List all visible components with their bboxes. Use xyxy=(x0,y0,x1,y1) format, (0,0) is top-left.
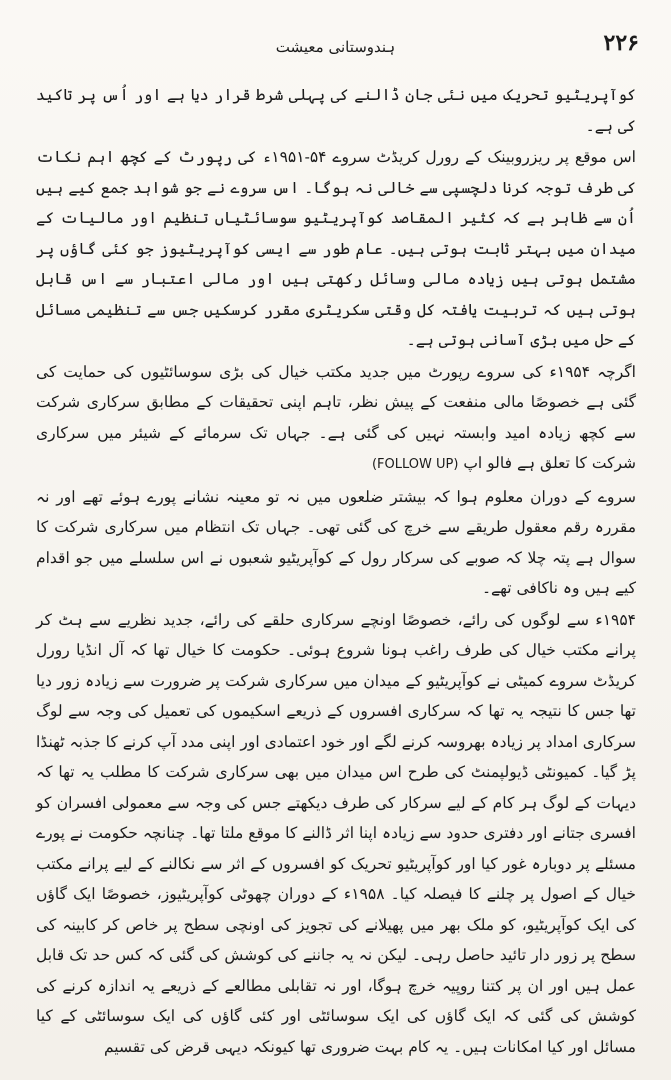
follow-up-term: (FOLLOW UP) xyxy=(371,457,459,472)
running-header: ہندوستانی معیشت xyxy=(275,38,396,56)
paragraph: اس موقع پر ریزروبینک کے رورل کریڈٹ سروے ۵۴-۱۹۵۱ء کی رپورٹ کے کچھ اہم نکات کی طرف توجہ کرنا دلچسپی سے خالی نہ ہوگا۔ اس سروے نے جو شواہد جمع کیے ہیں اُن سے ظاہر ہے کہ کثیر المقاصد کوآپریٹیو سوسائٹیاں تنظیم اور مالیات کے میدان میں بہتر ثابت ہوتی ہیں۔ عام طور سے ایسی کوآپریٹیوز جو کئی گاؤں پر مشتمل ہوتی ہیں زیادہ مالی وسائل رکھتی ہیں اور مالی اعتبار سے اس قابل ہوتی ہیں کہ تربیت یافتہ کل وقتی سکریٹری مقرر کرسکیں جس سے تنظیمی مسائل کے حل میں بڑی آسانی ہوتی ہے۔ xyxy=(36,148,636,349)
paragraph: ۱۹۵۴ء سے لوگوں کی رائے، خصوصًا اونچے سرکاری حلقے کی رائے، جدید نظریے سے ہٹ کر پرانے مکتب خیال کی طرف راغب ہونا شروع ہوئی۔ حکومت کا خیال تھا کہ آل انڈیا رورل کریڈٹ سروے کمیٹی نے کوآپریٹیو کے میدان میں سرکاری شرکت پر ضرورت سے زیادہ زور دیا تھا جس کا نتیجہ یہ تھا کہ سرکاری افسروں کے ذریعے اسکیموں کی تعمیل کی وجہ سے لوگ سرکاری امداد پر زیادہ بھروسہ کرنے لگے اور خود اعتمادی اور اپنی مدد آپ کرنے کا جذبہ ٹھنڈا پڑ گیا۔ کمیونٹی ڈیولپمنٹ کی طرح اس میدان میں بھی سرکاری شرکت کا مطلب یہ تھا کہ دیہات کے لوگ ہر کام کے لیے سرکار کی طرف دیکھتے جس کی وجہ سے معمولی افسران کو افسری جتانے اور دفتری حدود سے زیادہ اپنا اثر ڈالنے کا موقع ملتا تھا۔ چنانچہ حکومت نے پورے مسئلے پر دوبارہ غور کیا اور کوآپریٹیو تحریک کو افسروں کے اثر سے نکالنے کے لیے پرانے مکتب خیال کے اصول پر چلنے کا فیصلہ کیا۔ ۱۹۵۸ء کے دوران چھوٹی کوآپریٹیوز، خصوصًا ایک گاؤں کی ایک کوآپریٹیو، کو ملک بھر میں پھیلانے کی تجویز کی اونچی سطح پر خاص کر کابینہ کی سطح پر زور دار تائید حاصل رہی۔ لیکن نہ یہ جاننے کی کوشش کی گئی کہ کس حد تک قابل عمل ہیں اور ان پر کتنا روپیہ خرچ ہوگا، اور نہ تقابلی مطالعے کے ذریعے یہ اندازہ کرنے کی کوشش کی گئی کہ ایک گاؤں کی ایک سوسائٹی اور کئی گاؤں کی ایک سوسائٹی کے کیا مسائل اور کیا امکانات ہیں۔ یہ کام بہت ضروری تھا کیونکہ دیہی قرض کی تقسیم xyxy=(36,610,636,1056)
paragraph: کوآپریٹیو تحریک میں نئی جان ڈالنے کی پہلی شرط قرار دیا ہے اور اُس پر تاکید کی ہے۔ xyxy=(36,86,636,135)
body-text xyxy=(36,80,636,1062)
paragraph: سروے کے دوران معلوم ہوا کہ بیشتر ضلعوں میں نہ تو معینہ نشانے پورے ہوئے تھے اور نہ مقررہ رقم معقول طریقے سے خرچ کی گئی تھی۔ جہاں تک انتظام میں سرکاری شرکت کا سوال ہے پتہ چلا کہ صوبے کی سرکار رول کے کوآپریٹیو شعبوں نے اس سلسلے میں جو اقدام کیے ہیں وہ ناکافی تھے۔ xyxy=(36,487,636,597)
paragraph xyxy=(36,357,636,481)
page-number: ۲۲۶ xyxy=(603,30,639,56)
paragraph-text: اگرچہ ۱۹۵۴ء کی سروے رپورٹ میں جدید مکتب خیال کی بڑی سوسائٹیوں کی حمایت کی گئی ہے خصوصًا مالی منفعت کے پیش نظر، تاہم اپنی تحقیقات کے مطابق سرکاری شرکت سے کچھ زیادہ امید وابستہ نہیں کی گئی ہے۔ جہاں تک سرمائے کے شیئر میں سرکاری شرکت کا تعلق ہے فالو اپ xyxy=(36,362,636,472)
